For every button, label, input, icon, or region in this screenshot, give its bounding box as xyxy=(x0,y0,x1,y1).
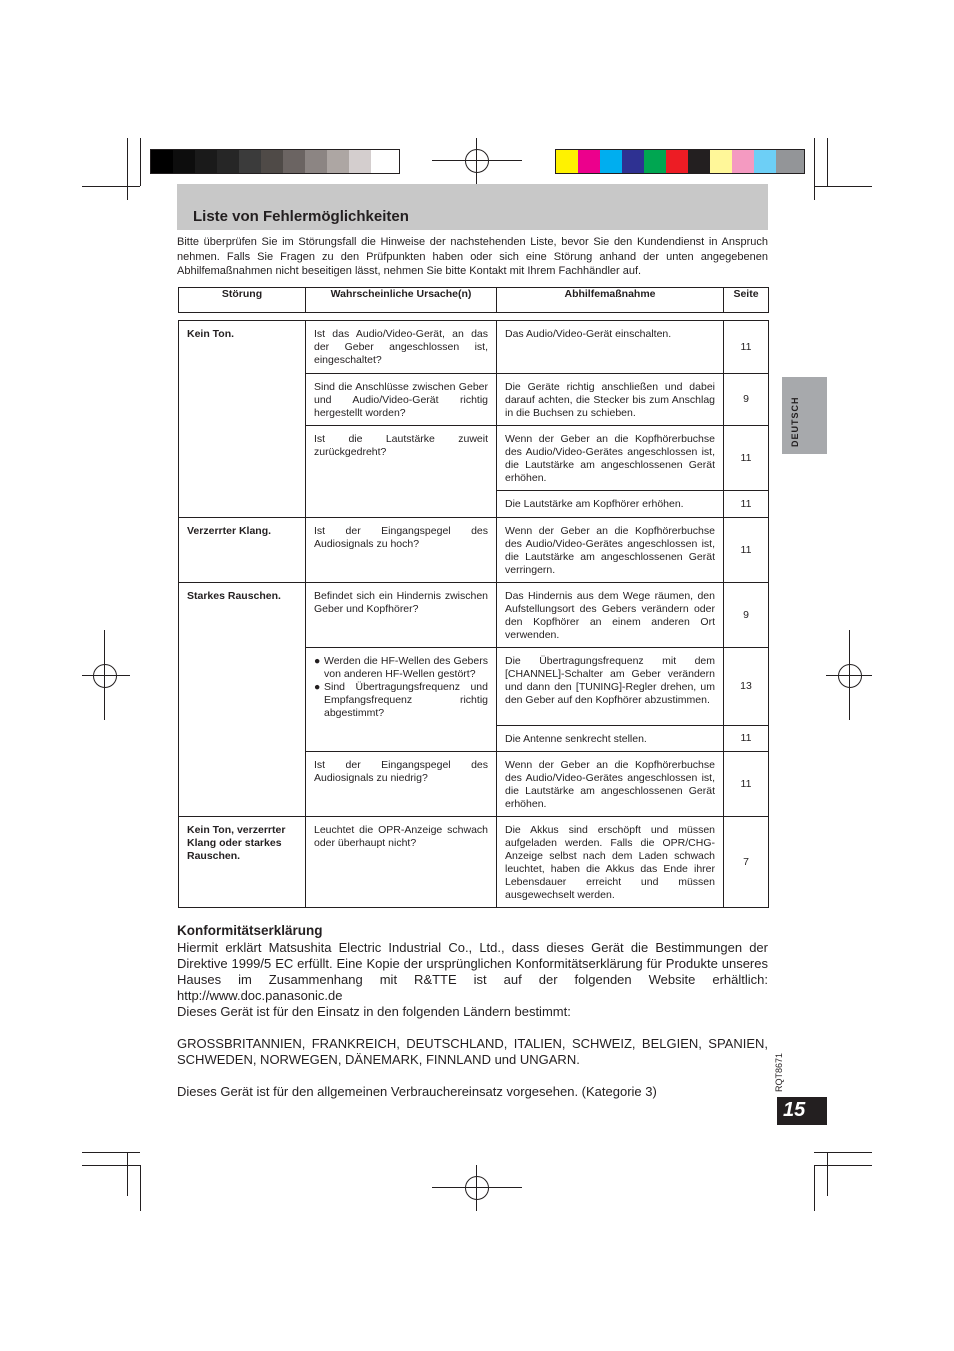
gray-swatch xyxy=(261,150,283,173)
table-row xyxy=(179,583,769,648)
remedy-cell: Die Übertragungsfrequenz mit dem [CHANNEL]-Schalter am Geber verändern und dann den [TUNING]-Regler drehen, um den Geber auf den Kopfhörer abzustimmen. xyxy=(497,648,724,726)
header-stoerung: Störung xyxy=(179,288,306,313)
gray-swatch xyxy=(283,150,305,173)
color-swatch xyxy=(688,150,710,173)
cause-cell: Ist der Eingangspegel des Audiosignals zu niedrig? xyxy=(306,752,497,817)
remedy-cell: Die Antenne senkrecht stellen. xyxy=(497,726,724,752)
konformitaet-paragraph: Hiermit erklärt Matsushita Electric Industrial Co., Ltd., dass dieses Gerät die Bestimmungen der Direktive 1999/5 EC erfüllt. Eine Kopie der ursprünglichen Konformitätserklärung für Produkte unseres Hauses im Zusammenhang mit R&TTE ist auf der folgenden Website erhältlich: http://www.doc.panasonic.de xyxy=(177,940,768,1003)
bullet-item: ● Sind Übertragungsfrequenz und Empfangsfrequenz richtig abgestimmt? xyxy=(314,681,488,719)
color-swatch xyxy=(578,150,600,173)
konformitaet-heading: Konformitätserklärung xyxy=(177,923,323,938)
page-cell: 9 xyxy=(724,374,769,426)
cause-cell: Sind die Anschlüsse zwischen Geber und Audio/Video-Gerät richtig hergestellt worden? xyxy=(306,374,497,426)
color-swatch xyxy=(666,150,688,173)
symptom-cell: Kein Ton, verzerrter Klang oder starkes Rauschen. xyxy=(179,817,306,908)
color-swatch xyxy=(732,150,754,173)
page-title: Liste von Fehlermöglichkeiten xyxy=(193,208,409,225)
color-swatch xyxy=(710,150,732,173)
page-cell: 11 xyxy=(724,726,769,752)
gray-swatch xyxy=(327,150,349,173)
color-calibration-bar xyxy=(555,149,805,174)
page-number: 15 xyxy=(783,1099,806,1121)
page-cell: 11 xyxy=(724,518,769,583)
remedy-cell: Die Akkus sind erschöpft und müssen aufgeladen werden. Falls die OPR/CHG-Anzeige selbst nach dem Laden schwach leuchtet, haben die Akkus das Ende ihrer Lebensdauer erreicht und müssen ausgewechselt werden. xyxy=(497,817,724,908)
header-seite: Seite xyxy=(724,288,769,313)
language-tab xyxy=(782,377,827,454)
page-cell: 13 xyxy=(724,648,769,726)
gray-swatch xyxy=(349,150,371,173)
model-code: RQT8671 xyxy=(774,1052,784,1092)
symptom-cell: Starkes Rauschen. xyxy=(179,583,306,817)
page-cell: 11 xyxy=(724,321,769,374)
bullet-item: ● Werden die HF-Wellen des Gebers von anderen HF-Wellen gestört? xyxy=(314,655,488,680)
color-swatch xyxy=(754,150,776,173)
gray-swatch xyxy=(217,150,239,173)
gray-swatch xyxy=(195,150,217,173)
cause-cell: Ist die Lautstärke zuweit zurückgedreht? xyxy=(306,426,497,518)
header-ursache: Wahrscheinliche Ursache(n) xyxy=(306,288,497,313)
table-row xyxy=(179,817,769,908)
gray-swatch xyxy=(305,150,327,173)
color-swatch xyxy=(556,150,578,173)
remedy-cell: Die Geräte richtig anschließen und dabei darauf achten, die Stecker bis zum Anschlag in die Buchsen zu schieben. xyxy=(497,374,724,426)
page-number-box xyxy=(777,1097,827,1125)
countries-intro: Dieses Gerät ist für den Einsatz in den folgenden Ländern bestimmt: xyxy=(177,1004,571,1019)
page-cell: 7 xyxy=(724,817,769,908)
symptom-cell: Verzerrter Klang. xyxy=(179,518,306,583)
gray-swatch xyxy=(371,150,399,173)
intro-text: Bitte überprüfen Sie im Störungsfall die Hinweise der nachstehenden Liste, bevor Sie den Kundendienst in Anspruch nehmen. Falls Sie Fragen zu den Prüfpunkten haben oder sich eine Störung anhand der unten angegebenen Abhilfemaßnahmen nicht beseitigen lässt, nehmen Sie bitte Kontakt mit Ihrem Fachhändler auf. xyxy=(177,236,768,277)
color-swatch xyxy=(600,150,622,173)
page-cell: 9 xyxy=(724,583,769,648)
page-cell: 11 xyxy=(724,491,769,518)
remedy-cell: Wenn der Geber an die Kopfhörerbuchse des Audio/Video-Gerätes angeschlossen ist, die Lautstärke am angeschlossenen Gerät verringern. xyxy=(497,518,724,583)
table-header xyxy=(178,287,769,313)
cause-cell: Leuchtet die OPR-Anzeige schwach oder überhaupt nicht? xyxy=(306,817,497,908)
color-swatch xyxy=(622,150,644,173)
countries-list: GROSSBRITANNIEN, FRANKREICH, DEUTSCHLAND, ITALIEN, SCHWEIZ, BELGIEN, SPANIEN, SCHWEDEN, NORWEGEN, DÄNEMARK, FINNLAND und UNGARN. xyxy=(177,1036,768,1067)
remedy-cell: Die Lautstärke am Kopfhörer erhöhen. xyxy=(497,491,724,518)
bullet-icon: ● xyxy=(314,681,321,693)
remedy-cell: Wenn der Geber an die Kopfhörerbuchse des Audio/Video-Gerätes angeschlossen ist, die Lautstärke am angeschlossenen Gerät erhöhen. xyxy=(497,426,724,491)
page-cell: 11 xyxy=(724,426,769,491)
remedy-cell: Das Hindernis aus dem Wege räumen, den Aufstellungsort des Gebers verändern oder den Kopfhörer an einem anderen Ort verwenden. xyxy=(497,583,724,648)
remedy-cell: Das Audio/Video-Gerät einschalten. xyxy=(497,321,724,374)
color-swatch xyxy=(644,150,666,173)
color-swatch xyxy=(776,150,804,173)
troubleshooting-table xyxy=(178,320,769,908)
remedy-cell: Wenn der Geber an die Kopfhörerbuchse des Audio/Video-Gerätes angeschlossen ist, die Lautstärke am angeschlossenen Gerät erhöhen. xyxy=(497,752,724,817)
gray-swatch xyxy=(173,150,195,173)
page-cell: 11 xyxy=(724,752,769,817)
grayscale-calibration-bar xyxy=(150,149,400,174)
category-note: Dieses Gerät ist für den allgemeinen Verbrauchereinsatz vorgesehen. (Kategorie 3) xyxy=(177,1084,657,1099)
table-row xyxy=(179,321,769,374)
language-tab-label: DEUTSCH xyxy=(790,396,800,447)
bullet-icon: ● xyxy=(314,655,321,667)
symptom-cell: Kein Ton. xyxy=(179,321,306,518)
cause-cell: Ist das Audio/Video-Gerät, an das der Geber angeschlossen ist, eingeschaltet? xyxy=(306,321,497,374)
cause-cell: Ist der Eingangspegel des Audiosignals zu hoch? xyxy=(306,518,497,583)
cause-cell: Befindet sich ein Hindernis zwischen Geber und Kopfhörer? xyxy=(306,583,497,648)
header-abhilfe: Abhilfemaßnahme xyxy=(497,288,724,313)
gray-swatch xyxy=(151,150,173,173)
gray-swatch xyxy=(239,150,261,173)
cause-cell xyxy=(306,648,497,752)
table-row xyxy=(179,518,769,583)
